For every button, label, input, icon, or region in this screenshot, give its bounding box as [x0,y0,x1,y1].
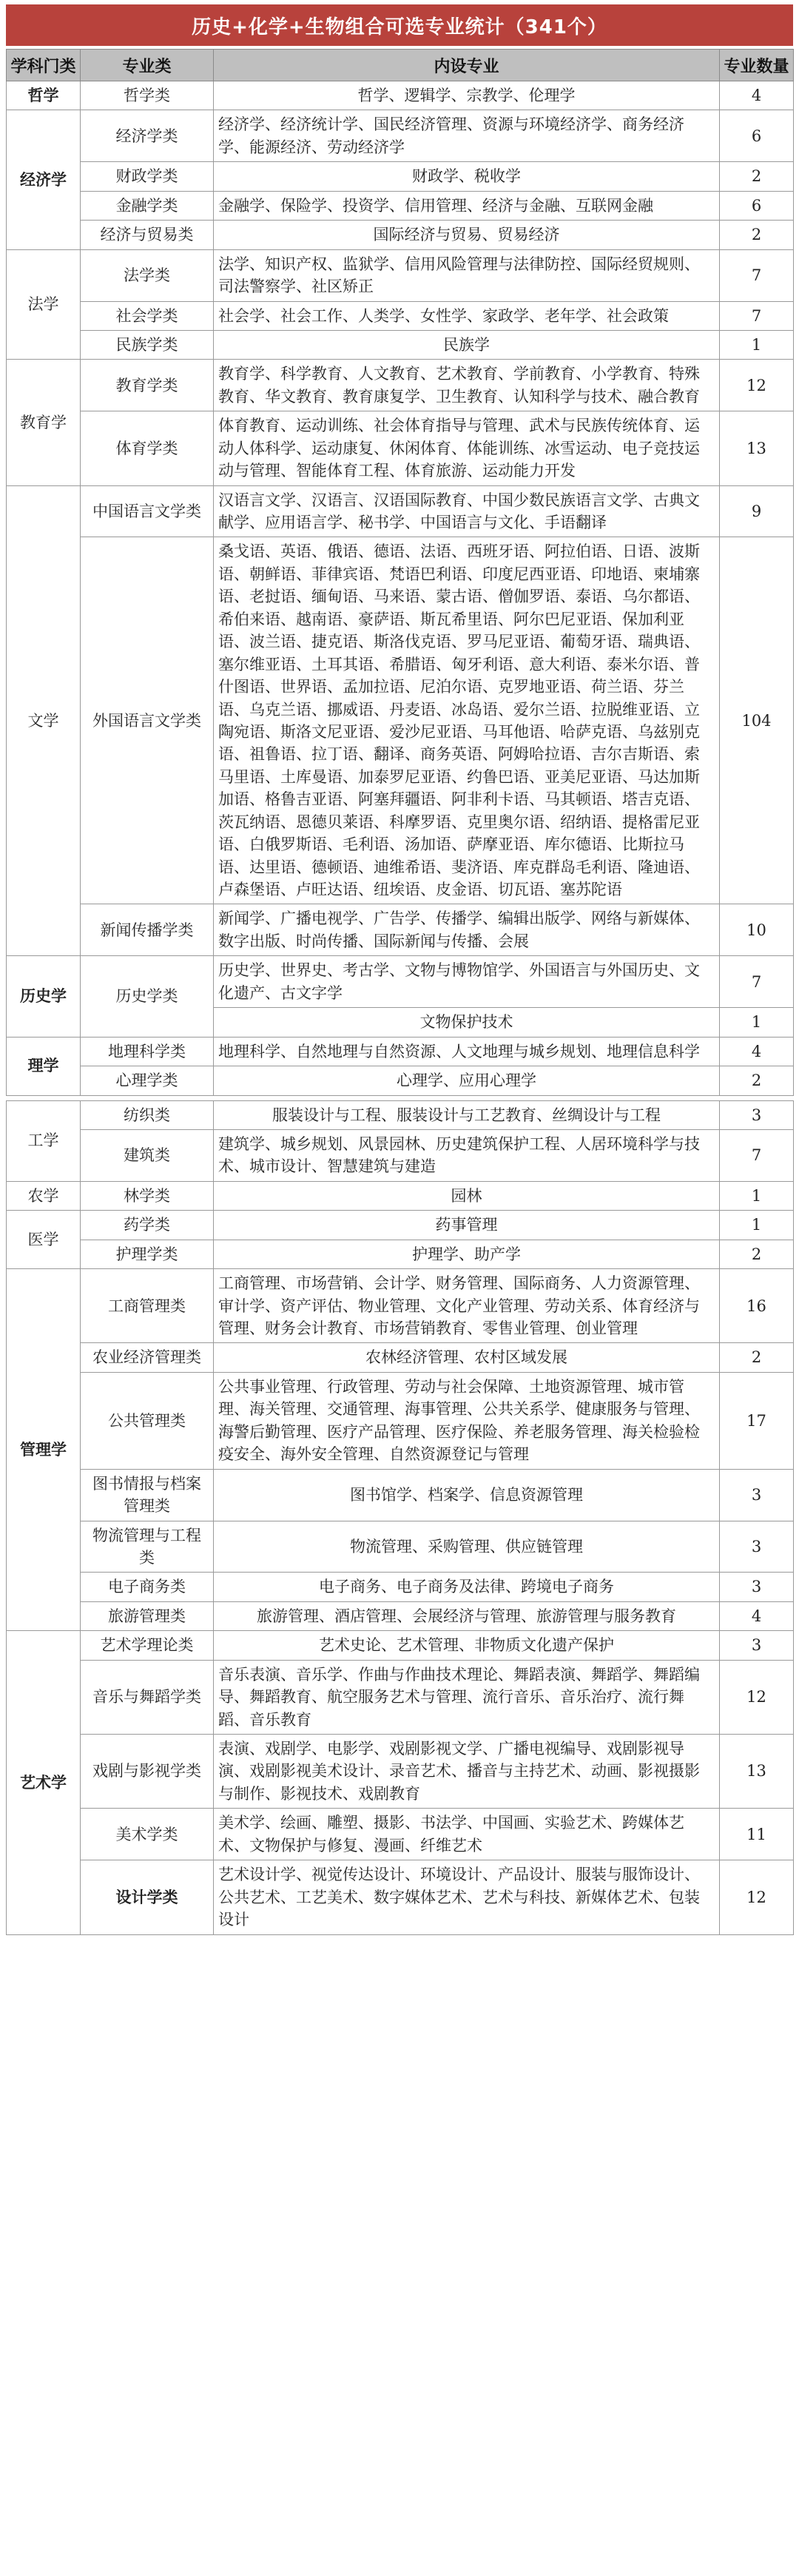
class-cell: 音乐与舞蹈学类 [81,1660,214,1734]
majors-cell: 农林经济管理、农村区域发展 [214,1343,720,1372]
table-row [7,1269,794,1343]
count-cell: 2 [720,1343,794,1372]
class-cell: 哲学类 [81,81,214,110]
class-cell: 财政学类 [81,162,214,191]
class-cell: 美术学类 [81,1809,214,1860]
class-cell: 护理学类 [81,1240,214,1268]
table-row [7,485,794,537]
discipline-cell: 经济学 [7,110,81,249]
header-row [7,50,794,81]
class-cell: 林学类 [81,1181,214,1210]
class-cell: 药学类 [81,1211,214,1240]
discipline-cell: 文学 [7,485,81,956]
class-cell: 金融学类 [81,191,214,220]
class-cell: 经济学类 [81,110,214,162]
class-cell: 经济与贸易类 [81,221,214,249]
discipline-cell: 历史学 [7,956,81,1037]
count-cell: 1 [720,330,794,359]
majors-cell: 园林 [214,1181,720,1210]
majors-cell: 财政学、税收学 [214,162,720,191]
count-cell: 9 [720,485,794,537]
majors-cell: 物流管理、采购管理、供应链管理 [214,1521,720,1573]
table-row [7,1037,794,1066]
table-row [7,1601,794,1630]
majors-cell: 桑戈语、英语、俄语、德语、法语、西班牙语、阿拉伯语、日语、波斯语、朝鲜语、菲律宾语、梵语巴利语、印度尼西亚语、印地语、柬埔寨语、老挝语、缅甸语、马来语、蒙古语、僧伽罗语、泰语、乌尔都语、希伯来语、越南语、豪萨语、斯瓦希里语、阿尔巴尼亚语、保加利亚语、波兰语、捷克语、斯洛伐克语、罗马尼亚语、葡萄牙语、瑞典语、塞尔维亚语、土耳其语、希腊语、匈牙利语、意大利语、泰米尔语、普什图语、世界语、孟加拉语、尼泊尔语、克罗地亚语、荷兰语、芬兰语、乌克兰语、挪威语、丹麦语、冰岛语、爱尔兰语、拉脱维亚语、立陶宛语、斯洛文尼亚语、爱沙尼亚语、马耳他语、哈萨克语、乌兹别克语、祖鲁语、拉丁语、翻译、商务英语、阿姆哈拉语、吉尔吉斯语、索马里语、土库曼语、加泰罗尼亚语、约鲁巴语、亚美尼亚语、马达加斯加语、格鲁吉亚语、阿塞拜疆语、阿非利卡语、马其顿语、塔吉克语、茨瓦纳语、恩德贝莱语、科摩罗语、克里奥尔语、绍纳语、提格雷尼亚语、白俄罗斯语、毛利语、汤加语、萨摩亚语、库尔德语、比斯拉马语、达里语、德顿语、迪维希语、斐济语、库克群岛毛利语、隆迪语、卢森堡语、卢旺达语、纽埃语、皮金语、切瓦语、塞苏陀语 [214,537,720,904]
majors-cell: 体育教育、运动训练、社会体育指导与管理、武术与民族传统体育、运动人体科学、运动康复、休闲体育、体能训练、冰雪运动、电子竞技运动与管理、智能体育工程、体育旅游、运动能力开发 [214,411,720,485]
count-cell: 6 [720,110,794,162]
class-cell: 教育学类 [81,360,214,411]
discipline-cell: 哲学 [7,81,81,110]
discipline-cell: 医学 [7,1211,81,1269]
count-cell: 11 [720,1809,794,1860]
majors-cell: 音乐表演、音乐学、作曲与作曲技术理论、舞蹈表演、舞蹈学、舞蹈编导、舞蹈教育、航空服务艺术与管理、流行音乐、音乐治疗、流行舞蹈、音乐教育 [214,1660,720,1734]
class-cell: 历史学类 [81,956,214,1037]
table-row [7,81,794,110]
count-cell: 13 [720,411,794,485]
class-cell: 新闻传播学类 [81,904,214,956]
majors-cell: 旅游管理、酒店管理、会展经济与管理、旅游管理与服务教育 [214,1601,720,1630]
count-cell: 7 [720,956,794,1008]
class-cell: 地理科学类 [81,1037,214,1066]
count-cell: 4 [720,1037,794,1066]
count-cell: 2 [720,1066,794,1095]
header-discipline: 学科门类 [7,50,81,81]
majors-cell: 美术学、绘画、雕塑、摄影、书法学、中国画、实验艺术、跨媒体艺术、文物保护与修复、漫画、纤维艺术 [214,1809,720,1860]
table-row [7,1469,794,1521]
count-cell: 1 [720,1211,794,1240]
table-row [7,537,794,904]
count-cell: 3 [720,1100,794,1129]
table-row [7,330,794,359]
class-cell: 法学类 [81,249,214,301]
class-cell: 建筑类 [81,1129,214,1181]
class-cell: 外国语言文学类 [81,537,214,904]
class-cell: 电子商务类 [81,1573,214,1601]
majors-cell: 艺术史论、艺术管理、非物质文化遗产保护 [214,1631,720,1660]
class-cell: 心理学类 [81,1066,214,1095]
table-body [7,81,794,1935]
class-cell: 社会学类 [81,301,214,330]
table-row [7,1181,794,1210]
discipline-cell: 教育学 [7,360,81,485]
class-cell: 艺术学理论类 [81,1631,214,1660]
count-cell: 3 [720,1631,794,1660]
majors-cell: 历史学、世界史、考古学、文物与博物馆学、外国语言与外国历史、文化遗产、古文字学 [214,956,720,1008]
table-row [7,1100,794,1129]
count-cell: 3 [720,1469,794,1521]
majors-cell: 文物保护技术 [214,1008,720,1037]
majors-cell: 金融学、保险学、投资学、信用管理、经济与金融、互联网金融 [214,191,720,220]
majors-cell: 汉语言文学、汉语言、汉语国际教育、中国少数民族语言文学、古典文献学、应用语言学、秘书学、中国语言与文化、手语翻译 [214,485,720,537]
majors-cell: 社会学、社会工作、人类学、女性学、家政学、老年学、社会政策 [214,301,720,330]
count-cell: 17 [720,1372,794,1469]
page-title: 历史+化学+生物组合可选专业统计（341个） [6,4,793,46]
majors-cell: 法学、知识产权、监狱学、信用风险管理与法律防控、国际经贸规则、司法警察学、社区矫正 [214,249,720,301]
discipline-cell: 理学 [7,1037,81,1095]
table-row [7,1860,794,1934]
table-row [7,1573,794,1601]
class-cell: 物流管理与工程类 [81,1521,214,1573]
discipline-cell: 管理学 [7,1269,81,1631]
discipline-cell: 艺术学 [7,1631,81,1934]
majors-cell: 经济学、经济统计学、国民经济管理、资源与环境经济学、商务经济学、能源经济、劳动经济学 [214,110,720,162]
count-cell: 7 [720,1129,794,1181]
table-row [7,221,794,249]
count-cell: 7 [720,249,794,301]
majors-cell: 哲学、逻辑学、宗教学、伦理学 [214,81,720,110]
majors-cell: 服装设计与工程、服装设计与工艺教育、丝绸设计与工程 [214,1100,720,1129]
count-cell: 104 [720,537,794,904]
majors-table [6,49,794,1935]
header-count: 专业数量 [720,50,794,81]
class-cell: 体育学类 [81,411,214,485]
table-row [7,191,794,220]
majors-cell: 民族学 [214,330,720,359]
count-cell: 16 [720,1269,794,1343]
count-cell: 12 [720,360,794,411]
count-cell: 1 [720,1008,794,1037]
class-cell: 工商管理类 [81,1269,214,1343]
table-row [7,1735,794,1809]
header-class: 专业类 [81,50,214,81]
table-row [7,1129,794,1181]
table-row [7,1240,794,1268]
class-cell: 公共管理类 [81,1372,214,1469]
count-cell: 3 [720,1573,794,1601]
majors-cell: 护理学、助产学 [214,1240,720,1268]
table-row [7,1521,794,1573]
majors-cell: 艺术设计学、视觉传达设计、环境设计、产品设计、服装与服饰设计、公共艺术、工艺美术、数字媒体艺术、艺术与科技、新媒体艺术、包装设计 [214,1860,720,1934]
majors-cell: 新闻学、广播电视学、广告学、传播学、编辑出版学、网络与新媒体、数字出版、时尚传播、国际新闻与传播、会展 [214,904,720,956]
table-row [7,1343,794,1372]
count-cell: 12 [720,1660,794,1734]
table-row [7,411,794,485]
count-cell: 2 [720,1240,794,1268]
section-gap [7,1095,794,1100]
class-cell: 图书情报与档案管理类 [81,1469,214,1521]
table-row [7,956,794,1008]
count-cell: 4 [720,81,794,110]
majors-cell: 建筑学、城乡规划、风景园林、历史建筑保护工程、人居环境科学与技术、城市设计、智慧建筑与建造 [214,1129,720,1181]
majors-cell: 药事管理 [214,1211,720,1240]
table-row [7,1809,794,1860]
table-row [7,360,794,411]
class-cell: 农业经济管理类 [81,1343,214,1372]
class-cell: 民族学类 [81,330,214,359]
majors-cell: 表演、戏剧学、电影学、戏剧影视文学、广播电视编导、戏剧影视导演、戏剧影视美术设计、录音艺术、播音与主持艺术、动画、影视摄影与制作、影视技术、戏剧教育 [214,1735,720,1809]
majors-cell: 地理科学、自然地理与自然资源、人文地理与城乡规划、地理信息科学 [214,1037,720,1066]
table-row [7,1066,794,1095]
count-cell: 13 [720,1735,794,1809]
class-cell: 纺织类 [81,1100,214,1129]
header-majors: 内设专业 [214,50,720,81]
table-row [7,1631,794,1660]
table-row [7,110,794,162]
majors-cell: 公共事业管理、行政管理、劳动与社会保障、土地资源管理、城市管理、海关管理、交通管理、海事管理、公共关系学、健康服务与管理、海警后勤管理、医疗产品管理、医疗保险、养老服务管理、海关检验检疫安全、海外安全管理、自然资源登记与管理 [214,1372,720,1469]
discipline-cell: 农学 [7,1181,81,1210]
count-cell: 1 [720,1181,794,1210]
count-cell: 10 [720,904,794,956]
majors-cell: 电子商务、电子商务及法律、跨境电子商务 [214,1573,720,1601]
majors-cell: 教育学、科学教育、人文教育、艺术教育、学前教育、小学教育、特殊教育、华文教育、教育康复学、卫生教育、认知科学与技术、融合教育 [214,360,720,411]
majors-cell: 工商管理、市场营销、会计学、财务管理、国际商务、人力资源管理、审计学、资产评估、物业管理、文化产业管理、劳动关系、体育经济与管理、财务会计教育、市场营销教育、零售业管理、创业管理 [214,1269,720,1343]
majors-cell: 心理学、应用心理学 [214,1066,720,1095]
table-row [7,1211,794,1240]
table-row [7,162,794,191]
table-row [7,1372,794,1469]
majors-cell: 国际经济与贸易、贸易经济 [214,221,720,249]
count-cell: 3 [720,1521,794,1573]
count-cell: 2 [720,221,794,249]
count-cell: 6 [720,191,794,220]
table-row [7,301,794,330]
table-row [7,1660,794,1734]
count-cell: 12 [720,1860,794,1934]
count-cell: 4 [720,1601,794,1630]
majors-cell: 图书馆学、档案学、信息资源管理 [214,1469,720,1521]
discipline-cell: 工学 [7,1100,81,1181]
class-cell: 戏剧与影视学类 [81,1735,214,1809]
count-cell: 7 [720,301,794,330]
count-cell: 2 [720,162,794,191]
class-cell: 设计学类 [81,1860,214,1934]
discipline-cell: 法学 [7,249,81,360]
class-cell: 旅游管理类 [81,1601,214,1630]
table-row [7,904,794,956]
table-row [7,249,794,301]
class-cell: 中国语言文学类 [81,485,214,537]
